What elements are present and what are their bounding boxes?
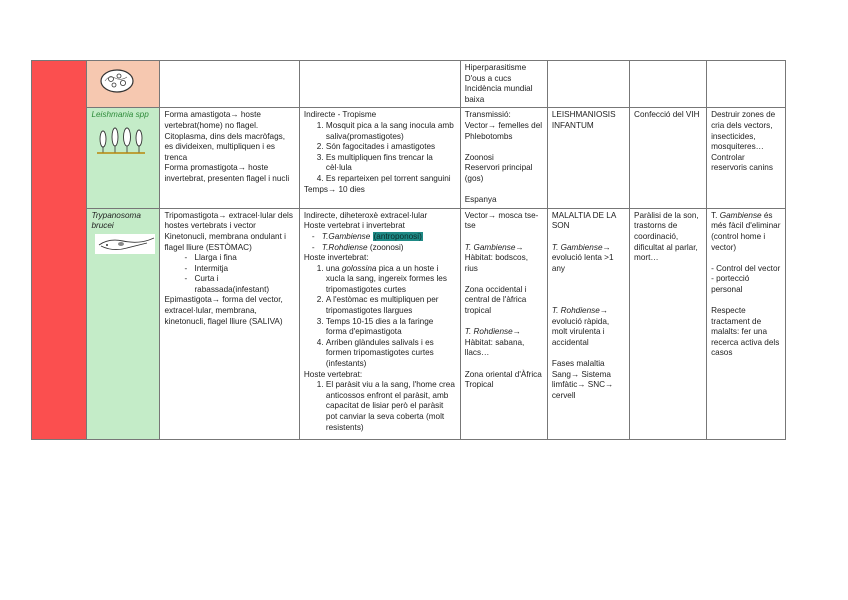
table-row <box>32 108 848 208</box>
complication-cell <box>630 208 707 439</box>
text-line <box>465 243 543 254</box>
spacer <box>552 295 625 306</box>
species-name: T. Gambiense <box>551 242 603 252</box>
text-line <box>552 243 625 275</box>
list-item <box>322 243 456 254</box>
text-line <box>711 211 781 253</box>
text-span: una <box>325 263 342 273</box>
species-cell-leishmania <box>87 108 160 208</box>
text-line: Incidència mundial <box>464 84 533 94</box>
cycle-steps-list <box>304 121 456 185</box>
table-row <box>32 208 848 439</box>
spacer <box>465 274 543 285</box>
species-name: Leishmania spp <box>91 110 149 120</box>
species-name: Trypanosoma <box>91 210 141 220</box>
text-line: Paràlisi de la son, trastorns de coordinació, dificultat al parlar, mort… <box>634 210 699 263</box>
text-line: Vector→ femelles del Phlebotombs <box>464 120 543 141</box>
text-line: Hoste vertebrat: <box>303 369 363 379</box>
morphology-cell <box>160 208 299 439</box>
highlight-text: (antroponosi) <box>373 231 422 241</box>
text-span: és més fàcil d'eliminar (control home i vector) <box>711 210 781 252</box>
list-item: 2. A l'estòmac es multipliquen per tripomastigotes llargues <box>326 295 456 316</box>
text-line: Vector→ mosca tse-tse <box>464 210 539 231</box>
text-span: → evolució lenta >1 any <box>551 242 614 273</box>
text-line: Hàbitat: bodscos, rius <box>464 253 528 273</box>
text-span: → evolució ràpida, molt virulenta i accidental <box>551 306 610 347</box>
spacer <box>465 142 543 153</box>
text-line: Indirecte - Tropisme <box>303 110 377 120</box>
group-color-cell <box>32 61 87 440</box>
text-line: Transmissió: <box>464 110 511 120</box>
image-cell <box>87 61 160 108</box>
text-span: pica a un hoste i xucla la sang, ingereix formes les tripomastigotes curtes <box>325 263 447 294</box>
morphology-cell <box>160 108 299 208</box>
text-line: Hoste vertebrat i invertebrat <box>303 221 405 231</box>
spacer <box>465 317 543 328</box>
spacer <box>465 359 543 370</box>
text-line: Tripomastigota→ extracel·lular dels hostes vertebrats i vector <box>164 210 293 231</box>
species-name: T. Rohdiense <box>464 327 513 337</box>
text-line: LEISHMANIOSIS INFANTUM <box>551 110 616 130</box>
species-name: Gambiense <box>719 210 762 220</box>
text-line: Citoplasma, dins dels macròfags, es divideixen, multipliquen i es trenca <box>164 131 286 162</box>
text-line: Indirecte, diheteroxè extracel·lular <box>303 210 428 220</box>
trypanosome-drawing-icon <box>95 234 155 254</box>
disease-cell <box>547 208 629 439</box>
control-cell <box>707 108 786 208</box>
epidemiology-cell <box>460 61 547 108</box>
text-line: Forma amastigota→ hoste vertebrat(home) no flagel. <box>164 110 261 130</box>
species-name: T.Rohdiense <box>321 242 368 252</box>
text-line: Temps→ 10 dies <box>303 184 365 194</box>
list-item: 4. Es reparteixen pel torrent sanguini <box>326 174 456 185</box>
invertebrate-steps-list <box>304 264 456 370</box>
text-span: T. <box>711 210 720 220</box>
control-cell <box>707 208 786 439</box>
list-item: 2. Són fagocitades i amastigotes <box>326 142 456 153</box>
list-item: 1. El paràsit viu a la sang, l'home crea anticossos enfront el paràsit, amb capacitat de lisiar però el paràsit pot canviar la seva coberta (molt resistents) <box>326 380 456 433</box>
text-line: Reservori principal (gos) <box>464 163 533 183</box>
text-line: Espanya <box>464 195 497 205</box>
text-span: (zoonosi) <box>367 242 404 252</box>
text-line: Kinetonucli, membrana ondulant i flagel lliure (ESTÒMAC) <box>164 231 286 252</box>
list-item: 3. Temps 10-15 dies a la faringe forma d'epimastigota <box>326 317 456 338</box>
text-line <box>552 306 625 348</box>
empty-cell <box>299 61 460 108</box>
cyst-drawing-icon <box>95 65 139 101</box>
spacer <box>552 285 625 296</box>
text-line: Fases malaltia Sang→ Sistema limfàtic→ SNC→ cervell <box>551 359 614 400</box>
list-item <box>322 232 456 243</box>
text-line: Controlar reservoris canins <box>711 152 773 173</box>
parasite-table <box>31 60 848 440</box>
spacer <box>552 232 625 243</box>
empty-cell <box>160 61 299 108</box>
cycle-cell <box>299 108 460 208</box>
species-name: T. Rohdiense <box>551 306 600 316</box>
list-item: 4. Arriben glàndules salivals i es formen tripomastigotes curtes (infestants) <box>326 338 456 370</box>
list-item <box>326 264 456 296</box>
forms-list <box>164 253 294 295</box>
text-line: D'ous a cucs <box>464 73 512 83</box>
cycle-cell <box>299 208 460 439</box>
spacer <box>552 348 625 359</box>
table-row <box>32 61 848 108</box>
empty-cell <box>630 61 707 108</box>
species-cell-trypanosoma <box>87 208 160 439</box>
list-item: 1. Mosquit pica a la sang inocula amb saliva(promastigotes) <box>326 121 456 142</box>
text-line: Epimastigota→ forma del vector, extracel·lular, membrana, kinetonucli, flagel lliure (SALIVA) <box>164 295 283 326</box>
text-line: Zona occidental i central de l'àfrica tropical <box>464 284 527 316</box>
disease-cell <box>547 108 629 208</box>
list-item: 3. Es multipliquen fins trencar la cèl·lula <box>326 153 456 174</box>
complication-cell <box>630 108 707 208</box>
text-line: baixa <box>464 94 485 104</box>
text-line: Confecció del VIH <box>634 110 700 120</box>
text-line: - portecció personal <box>711 274 750 294</box>
text-span: → <box>515 242 524 252</box>
text-line: - Control del vector <box>711 263 781 273</box>
text-line: MALALTIA DE LA SON <box>551 210 616 231</box>
empty-cell <box>547 61 629 108</box>
spacer <box>465 185 543 196</box>
epidemiology-cell <box>460 208 547 439</box>
species-name: T.Gambiense <box>321 231 371 241</box>
text-line: Zona oriental d'Àfrica Tropical <box>464 369 542 390</box>
text-line: Hiperparasitisme <box>464 63 527 72</box>
text-line <box>465 327 543 338</box>
list-item: - Intermitja <box>194 264 294 275</box>
promastigote-drawing-icon <box>95 123 147 155</box>
spacer <box>552 274 625 285</box>
text-line: Zoonosi <box>464 152 494 162</box>
empty-cell <box>707 61 786 108</box>
list-item: - Llarga i fina <box>194 253 294 264</box>
species-name: brucei <box>91 221 114 231</box>
species-name: T. Gambiense <box>464 242 516 252</box>
list-item: - Curta i rabassada(infestant) <box>194 274 294 295</box>
text-line: Hoste invertebrat: <box>303 253 369 263</box>
vertebrate-steps-list <box>304 380 456 433</box>
text-line: Respecte tractament de malalts: fer una recerca activa dels casos <box>711 306 780 358</box>
spacer <box>711 253 781 264</box>
spacer <box>465 232 543 243</box>
spacer <box>711 295 781 306</box>
epidemiology-cell <box>460 108 547 208</box>
species-list <box>304 232 456 253</box>
text-span: → <box>512 327 521 337</box>
text-span: golossina <box>341 263 377 273</box>
text-line: Forma promastigota→ hoste invertebrat, presenten flagel i nucli <box>164 163 290 183</box>
text-line: Hàbitat: sabana, llacs… <box>464 337 525 358</box>
text-line: Destruir zones de cria dels vectors, insecticides, mosquiteres… <box>711 110 776 152</box>
